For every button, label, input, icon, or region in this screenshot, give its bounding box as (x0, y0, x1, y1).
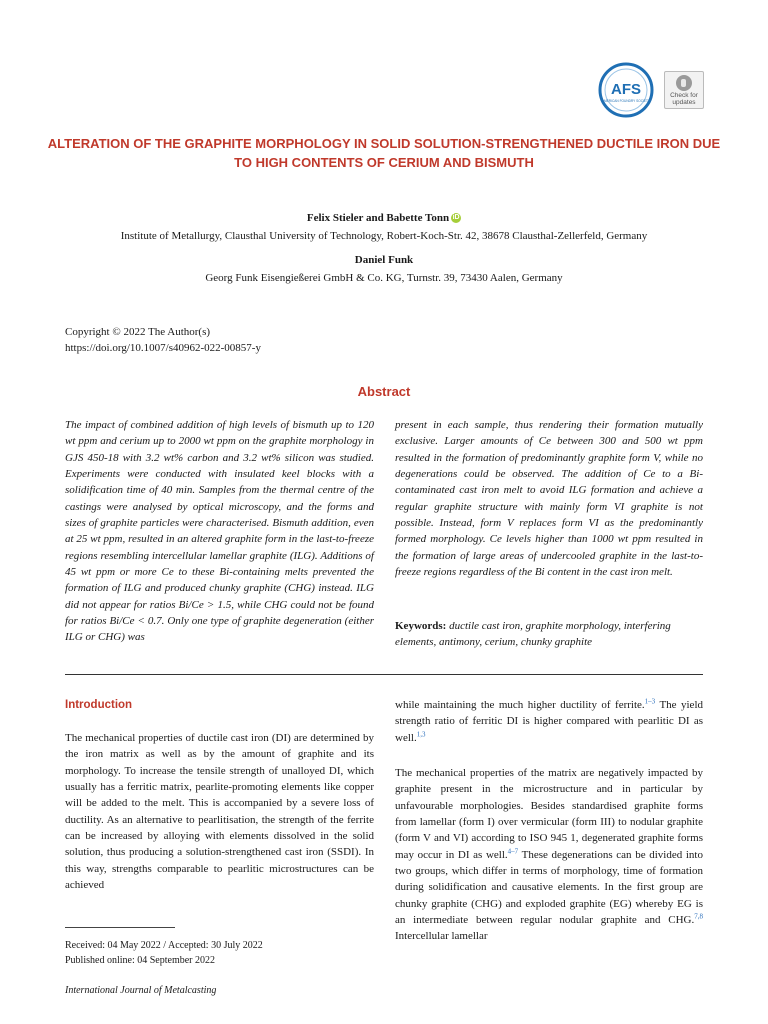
authors-names: Felix Stieler and Babette Tonn (306, 212, 450, 224)
afs-logo (597, 61, 655, 119)
paragraph-text: Intercellular lamellar (395, 930, 488, 943)
dates-footnote (65, 938, 263, 968)
received-accepted-dates: Received: 04 May 2022 / Accepted: 30 July 2022 (65, 940, 263, 951)
citation-link[interactable]: 1,3 (416, 730, 426, 739)
copyright-text: Copyright © 2022 The Author(s) (65, 326, 211, 338)
citation-link[interactable]: 1–3 (644, 697, 656, 706)
abstract-left-column: The impact of combined addition of high levels of bismuth up to 120 wt ppm and cerium up to 2000 wt ppm on the graphite morphology in GJS 450-18 with 3.2 wt% carbon and 3.2 wt% silicon was studied. Experiments were conducted with insulated keel blocks with a solidification time of 40 min. Samples from the thermal centre of the castings were analysed by optical microscopy, and the forms and sizes of graphite particles were characterised. Bismuth addition, even at 25 wt ppm, resulted in an altered graphite form in the last-to-freeze regions resembling intercellular lamellar graphite (ILG). Additions of 45 wt ppm or more Ce to these Bi-containing melts prevented the formation of ILG and produced chunky graphite (CHG) instead. ILG did not appear for ratios Bi/Ce > 1.5, while CHG could not be found for ratios Bi/Ce < 0.7. Only one type of graphite degeneration (either ILG or CHG) was (65, 419, 374, 644)
paragraph-text: while maintaining the much higher ductility of ferrite. (395, 699, 645, 711)
intro-right-paragraph-2 (395, 765, 703, 945)
intro-left-column: The mechanical properties of ductile cast iron (DI) are determined by the iron matrix as well as by the amount of graphite and its morphology. To increase the tensile strength of unalloyed DI, which usually has a ferritic matrix, pearlite-promoting elements like copper will be added to the melt. This is accompanied by a severe loss of ductility. As an alternative to pearlitisation, the strength of the ferrite can be increased by alloying with elements dissolved in the solid solution, thus producing a solution-strengthened cast iron (SSDI). In this way, strengths comparable to pearlitic microstructures can be achieved (65, 732, 374, 892)
copyright-block (65, 324, 261, 356)
citation-link[interactable]: 7,8 (694, 912, 703, 921)
doi-link[interactable]: https://doi.org/10.1007/s40962-022-00857-y (65, 342, 261, 354)
svg-text:AMERICAN FOUNDRY SOCIETY: AMERICAN FOUNDRY SOCIETY (601, 99, 651, 103)
abstract-right-column: present in each sample, thus rendering their formation mutually exclusive. Larger amounts of Ce between 300 and 500 wt ppm resulted in the formation of predominantly graphite form V, while no degenerations could be observed. The addition of Ce to a Bi-contaminated cast iron melt to avoid ILG formation and achieve a regular graphite structure with mainly form VI graphite is not possible. Instead, form V replaces form VI as the predominantly formed morphology. Ce levels higher than 1000 wt ppm resulted in the formation of large areas of undercooled graphite in the last-to-freeze regions regardless of the Bi content in the cast iron melt. (395, 419, 703, 579)
check-for-updates-label: Check for updates (670, 92, 698, 106)
orcid-icon[interactable]: iD (452, 214, 460, 222)
citation-link[interactable]: 4–7 (507, 847, 519, 856)
svg-text:AFS: AFS (611, 81, 641, 98)
authors-line-2: Daniel Funk (354, 254, 414, 266)
keywords-label: Keywords: (395, 620, 447, 632)
paragraph-text: The mechanical properties of the matrix are negatively impacted by graphite present in the microstructure and in particular by unfavourable morphologies. Besides standardised graphite forms from lamellar (form I) over vermicular (form III) to nodular graphite (form V and VI) according to ISO 945 1, degenerated graphite forms may occur in DI as well. (395, 767, 703, 861)
journal-name: International Journal of Metalcasting (65, 985, 217, 996)
update-icon (676, 75, 692, 91)
check-for-updates-button[interactable] (664, 71, 704, 109)
authors-line-1 (0, 212, 768, 224)
paragraph-text: The yield strength ratio of ferritic DI is higher compared with pearlitic DI as well. (395, 699, 703, 744)
keywords-text: ductile cast iron, graphite morphology, interfering elements, antimony, cerium, chunky graphite (395, 620, 671, 649)
affiliation-1: Institute of Metallurgy, Clausthal University of Technology, Robert-Koch-Str. 42, 38678 Clausthal-Zellerfeld, Germany (120, 230, 648, 242)
footnote-divider (65, 927, 175, 928)
intro-right-paragraph-1 (395, 697, 703, 746)
keywords (395, 618, 703, 651)
article-title: ALTERATION OF THE GRAPHITE MORPHOLOGY IN SOLID SOLUTION-STRENGTHENED DUCTILE IRON DUE TO HIGH CONTENTS OF CERIUM AND BISMUTH (47, 136, 721, 170)
paragraph-text: These degenerations can be divided into two groups, which differ in terms of morphology, time of formation during solidification and causative elements. In the first group are chunky graphite (CHG) and exploded graphite (EG) whereby EG is an intermediate between regular nodular graphite and CHG. (395, 848, 703, 927)
introduction-heading: Introduction (65, 699, 133, 711)
affiliation-2: Georg Funk Eisengießerei GmbH & Co. KG, Turnstr. 39, 73430 Aalen, Germany (205, 272, 563, 284)
abstract-heading: Abstract (357, 384, 411, 399)
section-divider (65, 674, 703, 675)
published-date: Published online: 04 September 2022 (65, 955, 215, 966)
